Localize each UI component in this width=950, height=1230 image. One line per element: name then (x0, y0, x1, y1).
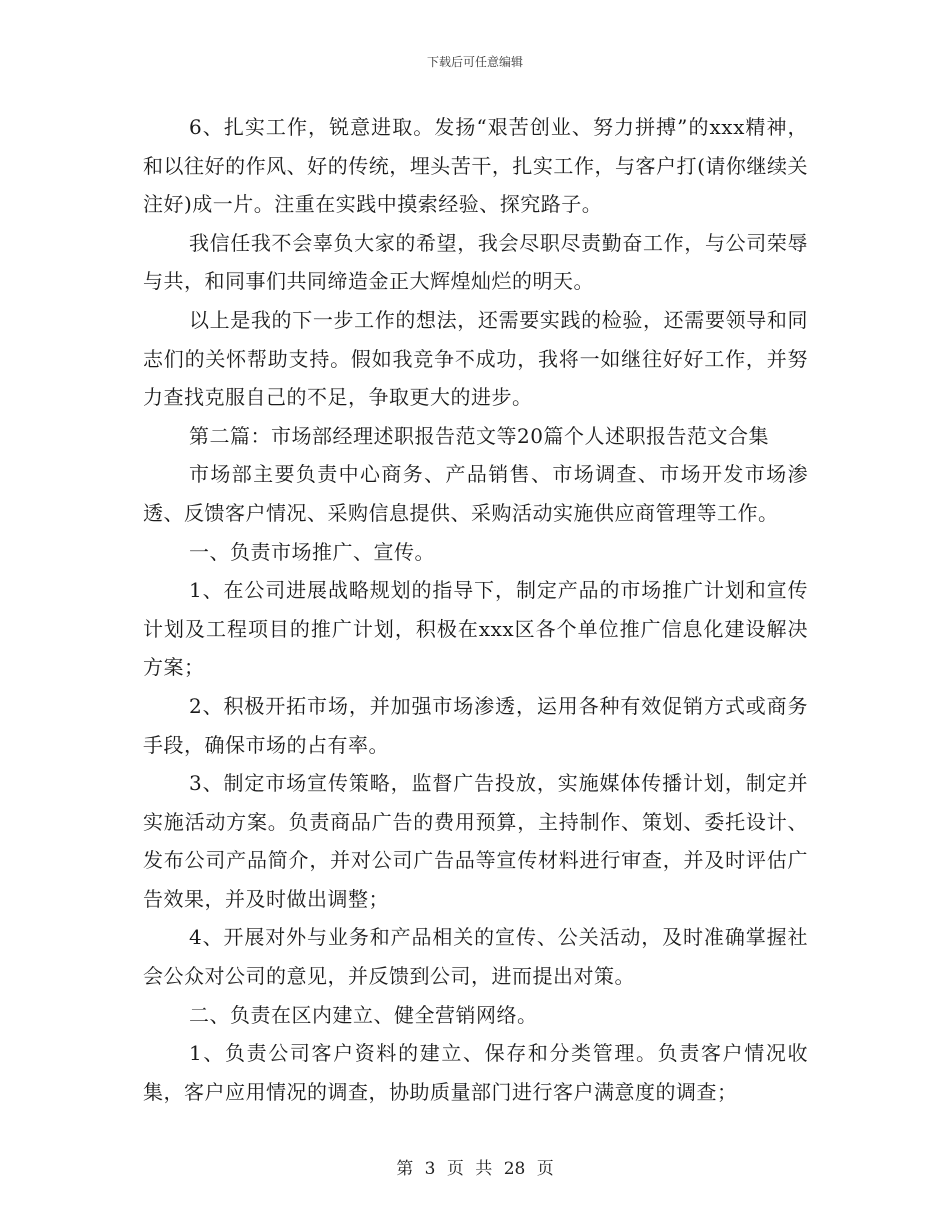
section-heading: 第二篇：市场部经理述职报告范文等20篇个人述职报告范文合集 (189, 423, 769, 448)
section-heading: 一、负责市场推广、宣传。 (189, 539, 435, 564)
document-body (143, 108, 808, 1111)
page-number: 第 3 页 共 28 页 (396, 1159, 554, 1179)
paragraph: 我信任我不会辜负大家的希望，我会尽职尽责勤奋工作，与公司荣辱与共，和同事们共同缔造金正大辉煌灿烂的明天。 (143, 230, 808, 294)
paragraph: 1、在公司进展战略规划的指导下，制定产品的市场推广计划和宣传计划及工程项目的推广计划，积极在xxx区各个单位推广信息化建设解决方案； (143, 578, 808, 680)
paragraph: 以上是我的下一步工作的想法，还需要实践的检验，还需要领导和同志们的关怀帮助支持。假如我竞争不成功，我将一如继往好好工作，并努力查找克服自己的不足，争取更大的进步。 (143, 307, 808, 410)
paragraph: 3、制定市场宣传策略，监督广告投放，实施媒体传播计划，制定并实施活动方案。负责商品广告的费用预算，主持制作、策划、委托设计、发布公司产品简介，并对公司广告品等宣传材料进行审查，并及时评估广告效果，并及时做出调整； (143, 771, 808, 911)
paragraph: 4、开展对外与业务和产品相关的宣传、公关活动，及时准确掌握社会公众对公司的意见，并反馈到公司，进而提出对策。 (143, 925, 808, 989)
page-header: 下载后可任意编辑 (426, 55, 523, 69)
paragraph: 2、积极开拓市场，并加强市场渗透，运用各种有效促销方式或商务手段，确保市场的占有率。 (143, 693, 808, 757)
paragraph: 市场部主要负责中心商务、产品销售、市场调查、市场开发市场渗透、反馈客户情况、采购信息提供、采购活动实施供应商管理等工作。 (143, 462, 808, 525)
paragraph: 1、负责公司客户资料的建立、保存和分类管理。负责客户情况收集，客户应用情况的调查，协助质量部门进行客户满意度的调查； (143, 1041, 808, 1104)
section-heading: 二、负责在区内建立、健全营销网络。 (189, 1002, 538, 1027)
paragraph: 6、扎实工作，锐意进取。发扬“艰苦创业、努力拼搏”的xxx精神，和以往好的作风、好的传统，埋头苦干，扎实工作，与客户打(请你继续关注好)成一片。注重在实践中摸索经验、探究路子。 (143, 115, 808, 217)
